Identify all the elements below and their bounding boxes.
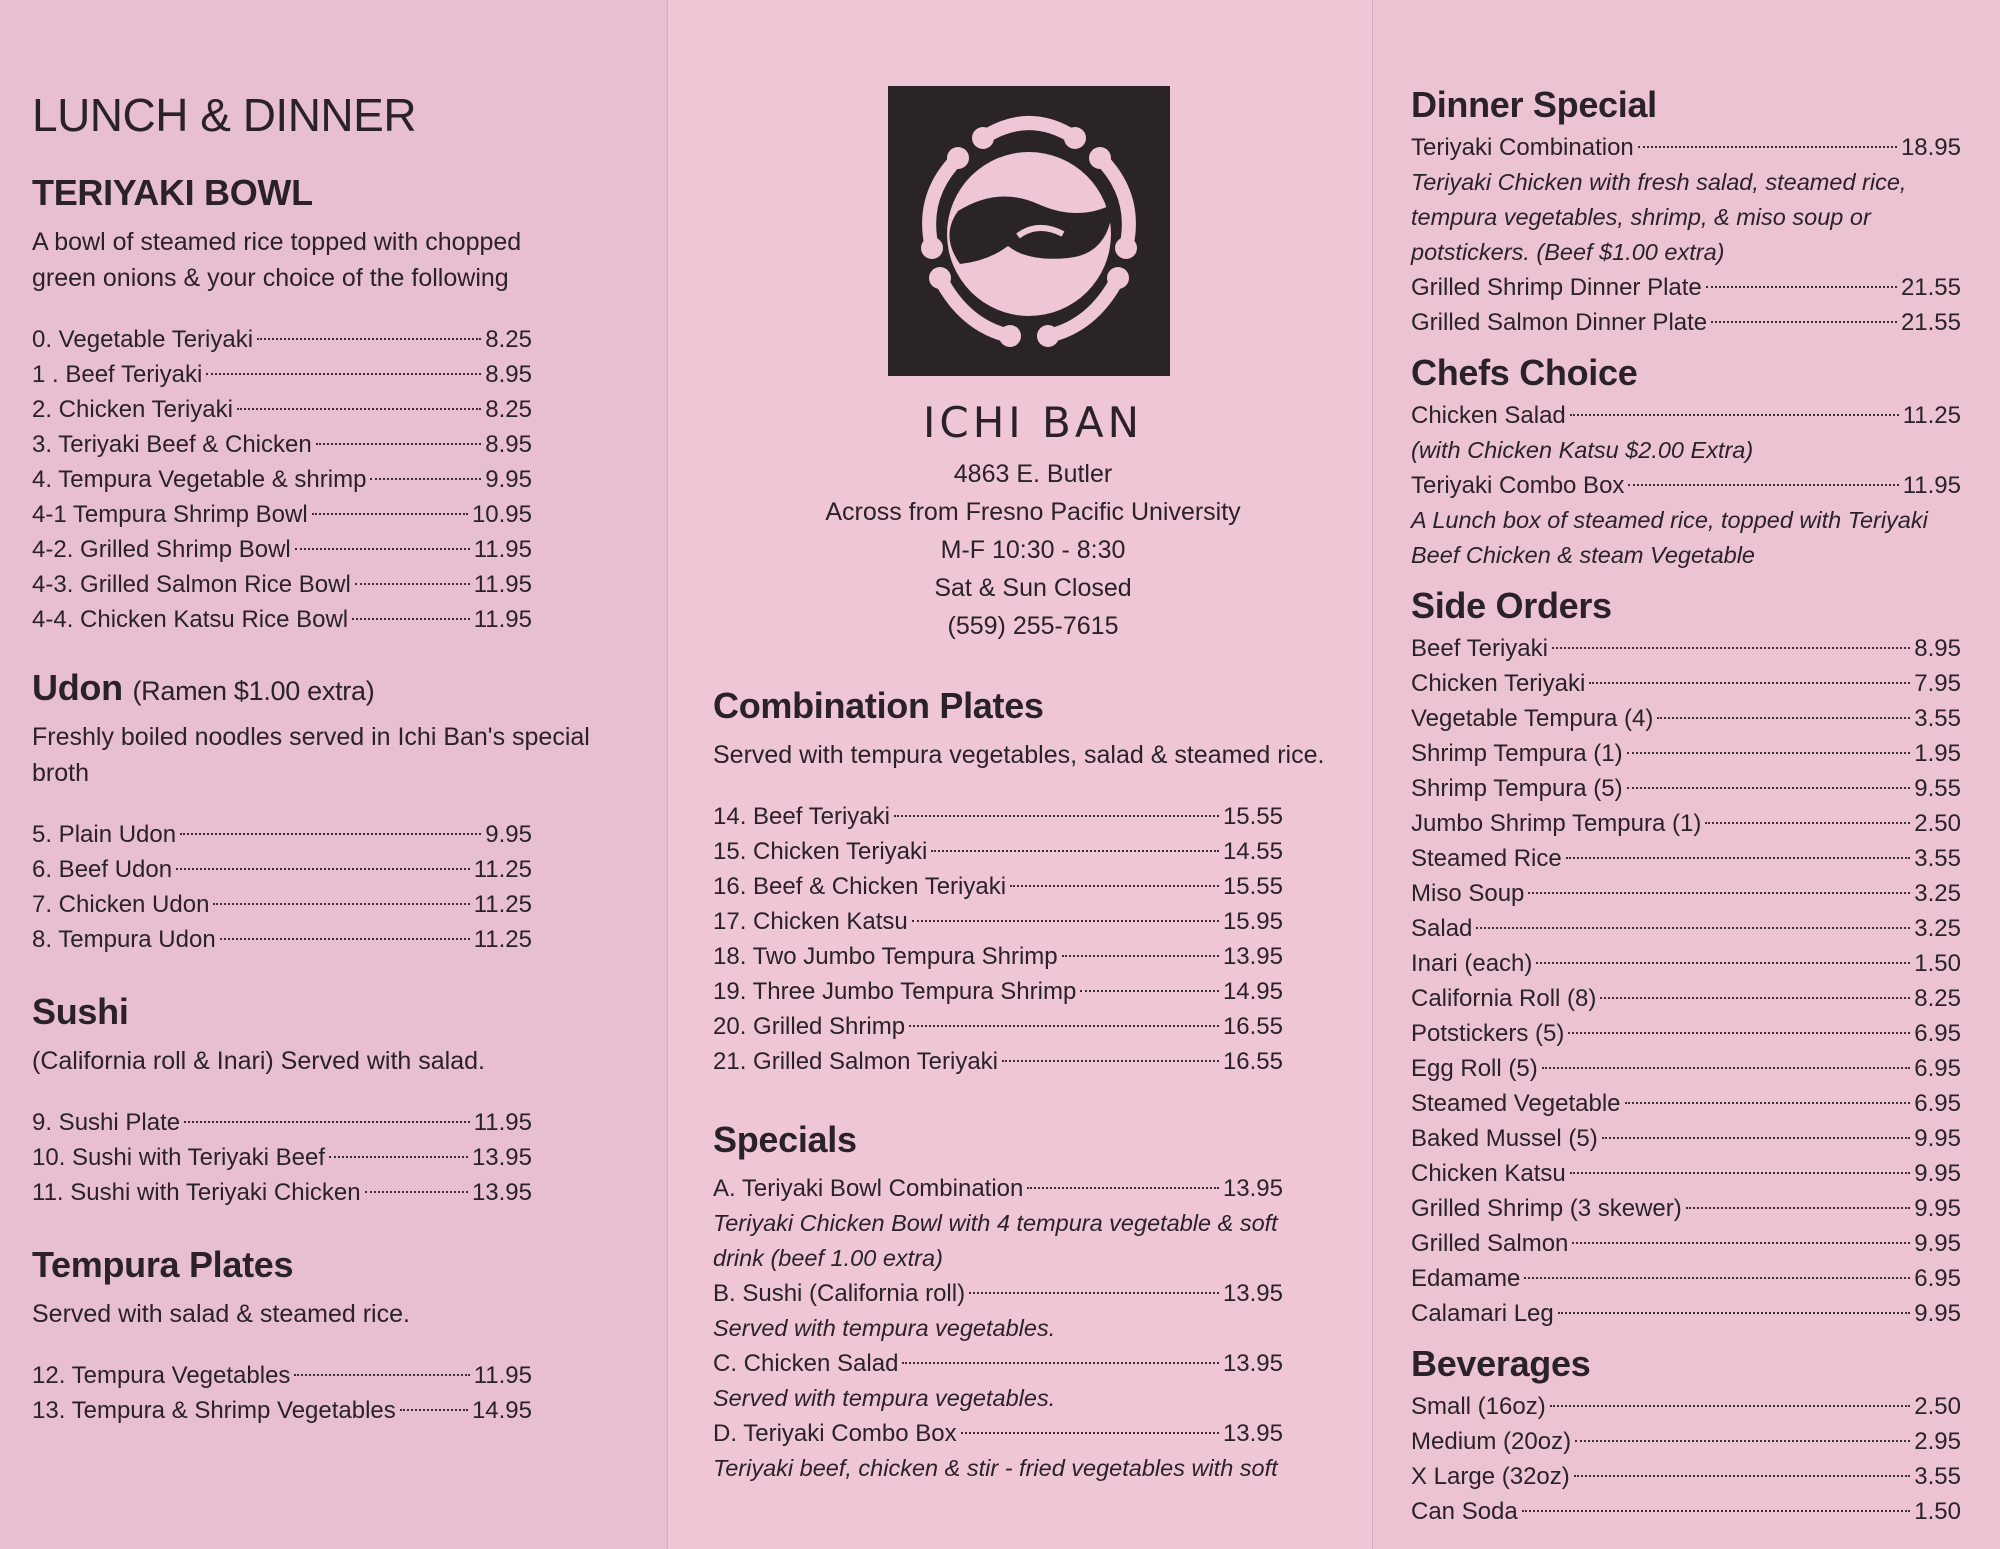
item-price: 2.95 (1914, 1428, 1961, 1455)
menu-item (713, 1346, 1283, 1381)
item-price: 13.95 (471, 1179, 532, 1206)
menu-item (713, 1416, 1283, 1451)
menu-item (32, 602, 532, 637)
dot-leader (1627, 752, 1911, 754)
menu-item (1411, 305, 1961, 340)
item-price: 2.50 (1914, 810, 1961, 837)
item-price: 3.25 (1914, 880, 1961, 907)
item-name: 8. Tempura Udon (32, 926, 216, 953)
beverages-heading: Beverages (1411, 1343, 1591, 1384)
menu-item (32, 322, 532, 357)
dot-leader (1602, 1137, 1911, 1139)
item-price: 9.95 (485, 466, 532, 493)
item-price: 1.50 (1914, 950, 1961, 977)
item-price: 6.95 (1914, 1020, 1961, 1047)
dot-leader (912, 920, 1219, 922)
item-price: 21.55 (1900, 274, 1961, 301)
item-price: 3.55 (1914, 1463, 1961, 1490)
item-price: 13.95 (1222, 1175, 1283, 1202)
menu-item (32, 462, 532, 497)
menu-item (32, 852, 532, 887)
item-name: Potstickers (5) (1411, 1020, 1565, 1047)
menu-item (1411, 1261, 1961, 1296)
address: 4863 E. Butler (953, 460, 1113, 488)
dot-leader (355, 583, 470, 585)
item-price: 6.95 (1914, 1055, 1961, 1082)
item-name: 4-4. Chicken Katsu Rice Bowl (32, 606, 349, 633)
dot-leader (1589, 682, 1910, 684)
menu-item (32, 427, 532, 462)
dot-leader (295, 548, 470, 550)
item-price: 9.55 (1914, 775, 1961, 802)
combination-plates-description: Served with tempura vegetables, salad & steamed rice. (713, 741, 1325, 769)
dot-leader (220, 938, 470, 940)
item-price: 14.95 (471, 1397, 532, 1424)
item-price: 6.95 (1914, 1090, 1961, 1117)
dot-leader (257, 338, 481, 340)
item-name: Grilled Shrimp Dinner Plate (1411, 274, 1702, 301)
item-price: 18.95 (1900, 134, 1961, 161)
item-price: 11.95 (473, 606, 532, 633)
dot-leader (1566, 857, 1911, 859)
menu-item (32, 817, 532, 852)
tempura-plates-description: Served with salad & steamed rice. (32, 1300, 410, 1328)
item-name: 17. Chicken Katsu (713, 908, 908, 935)
item-name: Vegetable Tempura (4) (1411, 705, 1654, 732)
item-name: Inari (each) (1411, 950, 1533, 977)
location-note: Across from Fresno Pacific University (825, 498, 1241, 526)
menu-item (713, 1276, 1283, 1311)
menu-item (1411, 1121, 1961, 1156)
menu-item (713, 1009, 1283, 1044)
menu-item (1411, 1086, 1961, 1121)
chefs-choice-heading: Chefs Choice (1411, 352, 1638, 393)
item-price: 3.55 (1914, 705, 1961, 732)
item-name: B. Sushi (California roll) (713, 1280, 966, 1307)
dot-leader (1657, 717, 1910, 719)
dot-leader (1572, 1242, 1910, 1244)
dot-leader (961, 1432, 1219, 1434)
item-price: 3.25 (1914, 915, 1961, 942)
dot-leader (1542, 1067, 1911, 1069)
item-name: Teriyaki Combo Box (1411, 472, 1625, 499)
dot-leader (1558, 1312, 1911, 1314)
item-price: 1.95 (1914, 740, 1961, 767)
dot-leader (206, 373, 481, 375)
item-name: 4-2. Grilled Shrimp Bowl (32, 536, 291, 563)
sushi-list (32, 1105, 532, 1210)
dot-leader (894, 815, 1219, 817)
item-price: 11.25 (1902, 402, 1961, 429)
dot-leader (1568, 1032, 1910, 1034)
sushi-description: (California roll & Inari) Served with salad. (32, 1047, 485, 1075)
dot-leader (329, 1156, 468, 1158)
item-name: 3. Teriyaki Beef & Chicken (32, 431, 312, 458)
dot-leader (902, 1362, 1219, 1364)
dinner-plates (1411, 270, 1961, 340)
item-price: 13.95 (471, 1144, 532, 1171)
item-name: C. Chicken Salad (713, 1350, 899, 1377)
dot-leader (1476, 927, 1910, 929)
dot-leader (294, 1374, 469, 1376)
item-name: 0. Vegetable Teriyaki (32, 326, 254, 353)
menu-item (1411, 841, 1961, 876)
item-name: 2. Chicken Teriyaki (32, 396, 233, 423)
dot-leader (1627, 787, 1911, 789)
specials-list (713, 1171, 1283, 1486)
menu-item (32, 1175, 532, 1210)
menu-item (1411, 1051, 1961, 1086)
dot-leader (184, 1121, 470, 1123)
udon-description: Freshly boiled noodles served in Ichi Ban's special broth (32, 723, 590, 787)
teriyaki-bowl-description: A bowl of steamed rice topped with chopped green onions & your choice of the following (32, 228, 522, 292)
dot-leader (1536, 962, 1910, 964)
item-price: 9.95 (1914, 1160, 1961, 1187)
item-name: 14. Beef Teriyaki (713, 803, 890, 830)
dinner-special-heading: Dinner Special (1411, 84, 1657, 125)
item-name: Shrimp Tempura (1) (1411, 740, 1623, 767)
udon-title: Udon (32, 667, 123, 708)
item-name: X Large (32oz) (1411, 1463, 1570, 1490)
item-name: Grilled Salmon (1411, 1230, 1569, 1257)
item-name: Small (16oz) (1411, 1393, 1546, 1420)
dot-leader (237, 408, 481, 410)
menu-item (32, 497, 532, 532)
item-detail: Teriyaki Chicken with fresh salad, steamed rice, tempura vegetables, shrimp, & miso soup or potstickers. (Beef $1.00 extra) (1411, 169, 1907, 265)
item-price: 16.55 (1222, 1048, 1283, 1075)
dot-leader (176, 868, 470, 870)
item-name: 16. Beef & Chicken Teriyaki (713, 873, 1007, 900)
menu-item (1411, 398, 1961, 433)
teriyaki-bowl-heading: TERIYAKI BOWL (32, 172, 313, 213)
dot-leader (1705, 822, 1910, 824)
combination-plates-list (713, 799, 1283, 1079)
item-price: 13.95 (1222, 1280, 1283, 1307)
item-name: Beef Teriyaki (1411, 635, 1548, 662)
menu-item (1411, 666, 1961, 701)
tempura-plates-heading: Tempura Plates (32, 1244, 294, 1285)
menu-item (713, 799, 1283, 834)
dot-leader (1062, 955, 1219, 957)
item-price: 15.95 (1222, 908, 1283, 935)
menu-item (1411, 1459, 1961, 1494)
dot-leader (1524, 1277, 1910, 1279)
dot-leader (1575, 1440, 1910, 1442)
menu-item (713, 974, 1283, 1009)
dot-leader (1628, 484, 1898, 486)
dot-leader (1570, 414, 1899, 416)
item-name: Salad (1411, 915, 1473, 942)
menu-item (713, 904, 1283, 939)
item-name: Grilled Salmon Dinner Plate (1411, 309, 1708, 336)
combination-plates-heading: Combination Plates (713, 685, 1044, 726)
side-orders-heading: Side Orders (1411, 585, 1612, 626)
menu-item (1411, 981, 1961, 1016)
item-name: Can Soda (1411, 1498, 1518, 1525)
dot-leader (1574, 1475, 1911, 1477)
dinner-special-list (1411, 130, 1961, 340)
item-price: 13.95 (1222, 1350, 1283, 1377)
item-name: Egg Roll (5) (1411, 1055, 1538, 1082)
dot-leader (370, 478, 481, 480)
menu-item (1411, 130, 1961, 165)
item-price: 11.25 (473, 926, 532, 953)
item-price: 11.95 (473, 1109, 532, 1136)
item-name: 12. Tempura Vegetables (32, 1362, 291, 1389)
menu-item (1411, 1424, 1961, 1459)
phone-number: (559) 255-7615 (947, 612, 1119, 640)
item-name: 1 . Beef Teriyaki (32, 361, 203, 388)
item-name: 11. Sushi with Teriyaki Chicken (32, 1179, 361, 1206)
dot-leader (400, 1409, 468, 1411)
menu-item (1411, 1016, 1961, 1051)
menu-item (32, 1393, 532, 1428)
hours-weekday: M-F 10:30 - 8:30 (940, 536, 1126, 564)
logo-svg (888, 86, 1170, 376)
item-price: 2.50 (1914, 1393, 1961, 1420)
item-name: D. Teriyaki Combo Box (713, 1420, 957, 1447)
menu-item (1411, 736, 1961, 771)
restaurant-name: ICHI BAN (923, 398, 1143, 447)
item-name: Calamari Leg (1411, 1300, 1554, 1327)
menu-item (32, 567, 532, 602)
dot-leader (1706, 286, 1897, 288)
item-name: Jumbo Shrimp Tempura (1) (1411, 810, 1702, 837)
dot-leader (1625, 1102, 1911, 1104)
dot-leader (1552, 647, 1910, 649)
item-price: 6.95 (1914, 1265, 1961, 1292)
dot-leader (931, 850, 1219, 852)
item-price: 8.25 (1914, 985, 1961, 1012)
item-name: Medium (20oz) (1411, 1428, 1572, 1455)
item-name: 7. Chicken Udon (32, 891, 210, 918)
chefs-choice-list (1411, 398, 1961, 573)
menu-item (32, 532, 532, 567)
menu-item (32, 357, 532, 392)
dot-leader (1550, 1405, 1911, 1407)
menu-item (1411, 1156, 1961, 1191)
item-price: 9.95 (1914, 1195, 1961, 1222)
item-detail: (with Chicken Katsu $2.00 Extra) (1411, 437, 1754, 463)
dot-leader (1570, 1172, 1911, 1174)
menu-item (1411, 911, 1961, 946)
menu-item (32, 922, 532, 957)
item-price: 11.25 (473, 891, 532, 918)
item-detail: Served with tempura vegetables. (713, 1315, 1056, 1341)
menu-item (1411, 771, 1961, 806)
specials-heading: Specials (713, 1119, 857, 1160)
left-panel (0, 0, 668, 1549)
item-detail: Teriyaki Chicken Bowl with 4 tempura vegetable & soft drink (beef 1.00 extra) (713, 1210, 1278, 1271)
item-price: 15.55 (1222, 873, 1283, 900)
udon-note: (Ramen $1.00 extra) (132, 676, 375, 706)
dot-leader (365, 1191, 468, 1193)
dot-leader (1010, 885, 1219, 887)
tempura-plates-list (32, 1358, 532, 1428)
side-orders-list (1411, 631, 1961, 1331)
item-price: 11.95 (473, 1362, 532, 1389)
menu-item (32, 887, 532, 922)
item-name: Chicken Katsu (1411, 1160, 1566, 1187)
dot-leader (1027, 1187, 1219, 1189)
dot-leader (1638, 146, 1897, 148)
item-name: Teriyaki Combination (1411, 134, 1634, 161)
item-price: 9.95 (1914, 1230, 1961, 1257)
dot-leader (1528, 892, 1910, 894)
item-price: 21.55 (1900, 309, 1961, 336)
dot-leader (1600, 997, 1910, 999)
item-name: Miso Soup (1411, 880, 1525, 907)
menu-item (32, 392, 532, 427)
item-detail: Served with tempura vegetables. (713, 1385, 1056, 1411)
item-name: 15. Chicken Teriyaki (713, 838, 928, 865)
dot-leader (1080, 990, 1219, 992)
dot-leader (1522, 1510, 1911, 1512)
item-name: 10. Sushi with Teriyaki Beef (32, 1144, 326, 1171)
item-price: 10.95 (471, 501, 532, 528)
right-panel (1373, 0, 2000, 1549)
item-name: 19. Three Jumbo Tempura Shrimp (713, 978, 1077, 1005)
item-name: Steamed Rice (1411, 845, 1562, 872)
menu-item (1411, 1226, 1961, 1261)
item-name: Steamed Vegetable (1411, 1090, 1621, 1117)
menu-item (1411, 806, 1961, 841)
dot-leader (1686, 1207, 1911, 1209)
dot-leader (352, 618, 470, 620)
menu-item (1411, 1494, 1961, 1529)
item-price: 9.95 (485, 821, 532, 848)
item-name: Chicken Salad (1411, 402, 1566, 429)
item-name: 18. Two Jumbo Tempura Shrimp (713, 943, 1058, 970)
item-price: 7.95 (1914, 670, 1961, 697)
item-price: 9.95 (1914, 1125, 1961, 1152)
dot-leader (180, 833, 481, 835)
item-price: 8.95 (1914, 635, 1961, 662)
menu-item (713, 869, 1283, 904)
item-price: 11.95 (473, 536, 532, 563)
dot-leader (909, 1025, 1219, 1027)
dot-leader (316, 443, 482, 445)
item-name: 6. Beef Udon (32, 856, 173, 883)
menu-item (1411, 1389, 1961, 1424)
item-price: 8.25 (485, 396, 532, 423)
dot-leader (1002, 1060, 1219, 1062)
dot-leader (969, 1292, 1219, 1294)
menu-item (32, 1140, 532, 1175)
dot-leader (1711, 321, 1897, 323)
item-price: 1.50 (1914, 1498, 1961, 1525)
menu-item (1411, 701, 1961, 736)
item-price: 11.95 (1902, 472, 1961, 499)
item-name: Edamame (1411, 1265, 1521, 1292)
menu-item (713, 1044, 1283, 1079)
item-name: 9. Sushi Plate (32, 1109, 181, 1136)
item-price: 14.95 (1222, 978, 1283, 1005)
menu-item (1411, 946, 1961, 981)
item-price: 13.95 (1222, 943, 1283, 970)
item-price: 8.25 (485, 326, 532, 353)
item-name: A. Teriyaki Bowl Combination (713, 1175, 1024, 1202)
item-name: 4-1 Tempura Shrimp Bowl (32, 501, 308, 528)
item-name: Chicken Teriyaki (1411, 670, 1586, 697)
item-name: 20. Grilled Shrimp (713, 1013, 906, 1040)
menu-item (713, 834, 1283, 869)
udon-heading (32, 667, 644, 709)
item-price: 9.95 (1914, 1300, 1961, 1327)
udon-list (32, 817, 532, 957)
item-name: 5. Plain Udon (32, 821, 177, 848)
item-detail: Teriyaki beef, chicken & stir - fried vegetables with soft (713, 1455, 1278, 1481)
item-price: 15.55 (1222, 803, 1283, 830)
hours-weekend: Sat & Sun Closed (934, 574, 1132, 602)
sushi-heading: Sushi (32, 991, 129, 1032)
menu-item (1411, 1296, 1961, 1331)
menu-item (1411, 270, 1961, 305)
item-name: Baked Mussel (5) (1411, 1125, 1598, 1152)
menu-item (713, 939, 1283, 974)
item-name: California Roll (8) (1411, 985, 1597, 1012)
ichi-ban-crest-logo-icon (888, 86, 1170, 376)
menu-item (1411, 1191, 1961, 1226)
item-price: 11.25 (473, 856, 532, 883)
menu-item (1411, 468, 1961, 503)
menu-item (32, 1358, 532, 1393)
item-name: Grilled Shrimp (3 skewer) (1411, 1195, 1682, 1222)
item-price: 8.95 (485, 431, 532, 458)
item-price: 13.95 (1222, 1420, 1283, 1447)
menu-item (1411, 631, 1961, 666)
beverages-list (1411, 1389, 1961, 1529)
item-name: 4. Tempura Vegetable & shrimp (32, 466, 367, 493)
page-title: LUNCH & DINNER (32, 89, 417, 141)
item-name: 13. Tempura & Shrimp Vegetables (32, 1397, 396, 1424)
item-name: 4-3. Grilled Salmon Rice Bowl (32, 571, 351, 598)
item-name: 21. Grilled Salmon Teriyaki (713, 1048, 999, 1075)
item-name: Shrimp Tempura (5) (1411, 775, 1623, 802)
menu-item (32, 1105, 532, 1140)
item-price: 14.55 (1222, 838, 1283, 865)
middle-panel (668, 0, 1373, 1549)
item-price: 16.55 (1222, 1013, 1283, 1040)
menu-item (1411, 876, 1961, 911)
menu-item (713, 1171, 1283, 1206)
dot-leader (213, 903, 469, 905)
teriyaki-bowl-list (32, 322, 532, 637)
dot-leader (312, 513, 468, 515)
item-price: 11.95 (473, 571, 532, 598)
item-detail: A Lunch box of steamed rice, topped with Teriyaki Beef Chicken & steam Vegetable (1411, 507, 1928, 568)
item-price: 3.55 (1914, 845, 1961, 872)
item-price: 8.95 (485, 361, 532, 388)
